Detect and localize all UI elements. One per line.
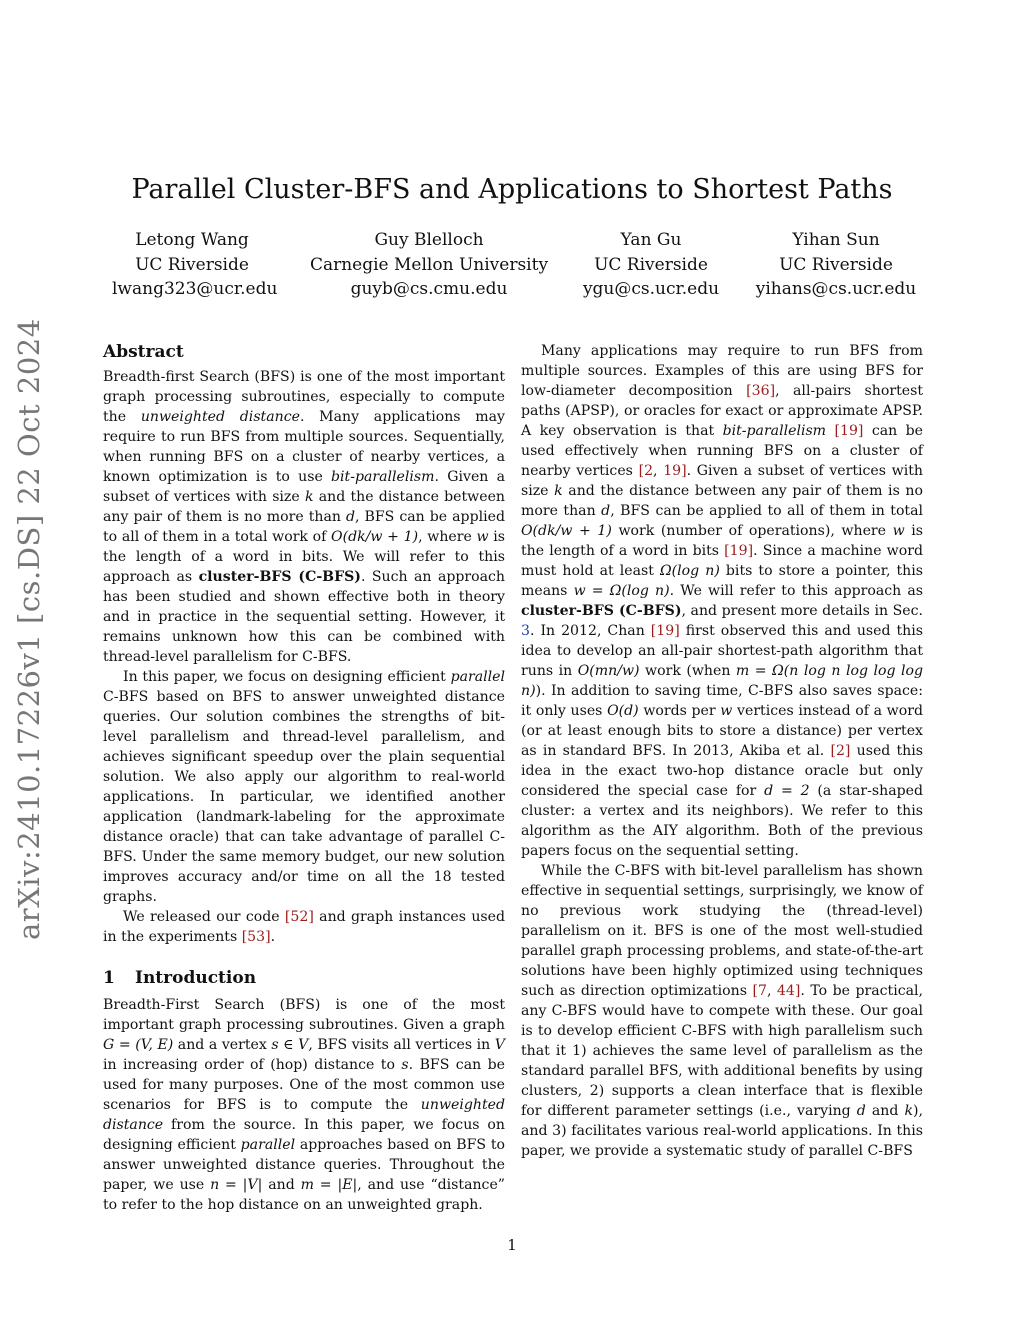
- citation-link[interactable]: 19]: [663, 463, 687, 479]
- author-affiliation: UC Riverside: [779, 254, 893, 275]
- abstract-paragraph: In this paper, we focus on designing efficient parallel C-BFS based on BFS to answer unweighted distance queries. Our solution combines the strengths of bit-level parallelism and thread-level parallelism, and achieves significant speedup over the plain sequential solution. We also apply our algorithm to real-world applications. In particular, we identified another application (landmark-labeling for the approximate distance oracle) that can take advantage of parallel C-BFS. Under the same memory budget, our new solution improves accuracy and/or time on all the 18 tested graphs.: [103, 669, 505, 905]
- abstract-paragraph: Breadth-first Search (BFS) is one of the most important graph processing subroutines, especially to compute the unweighted distance. Many applications may require to run BFS from multiple sources. Sequentially, when running BFS on a cluster of nearby vertices, a known optimization is to use bit-parallelism. Given a subset of vertices with size k and the distance between any pair of them is no more than d, BFS can be applied to all of them in a total work of O(dk/w + 1), where w is the length of a word in bits. We will refer to this approach as cluster-BFS (C-BFS). Such an approach has been studied and shown effective both in theory and in practice in the sequential setting. However, it remains unknown how this can be combined with thread-level parallelism for C-BFS.: [103, 369, 506, 665]
- citation-link[interactable]: [53]: [241, 929, 271, 945]
- author-name: Yihan Sun: [792, 230, 880, 250]
- author-block: [302, 228, 556, 302]
- author-email: ygu@cs.ucr.edu: [582, 279, 720, 299]
- page-number: 1: [507, 1236, 517, 1254]
- author-name: Yan Gu: [620, 230, 682, 250]
- author-email: guyb@cs.cmu.edu: [350, 279, 508, 299]
- citation-link[interactable]: [19]: [834, 423, 864, 439]
- abstract-paragraph: We released our code [52] and graph instances used in the experiments [53].: [103, 909, 505, 945]
- left-column: [103, 341, 505, 1215]
- body-paragraph: Many applications may require to run BFS from multiple sources. Examples of this are using BFS for low-diameter decomposition [36], all-pairs shortest paths (APSP), or oracles for exact or approximate APSP. A key observation is that bit-parallelism [19] can be used effectively when running BFS on a cluster of nearby vertices [2, 19]. Given a subset of vertices with size k and the distance between any pair of them is no more than d, BFS can be applied to all of them in total O(dk/w + 1) work (number of operations), where w is the length of a word in bits [19]. Since a machine word must hold at least Ω(log n) bits to store a pointer, this means w = Ω(log n). We will refer to this approach as cluster-BFS (C-BFS), and present more details in Sec. 3. In 2012, Chan [19] first observed this and used this idea to develop an all-pair shortest-path algorithm that runs in O(mn/w) work (when m = Ω(n log n log log log n)). In addition to saving time, C-BFS also saves space: it only uses O(d) words per w vertices instead of a word (or at least enough bits to store a distance) per vertex as in standard BFS. In 2013, Akiba et al. [2] used this idea in the exact two-hop distance oracle but only considered the special case for d = 2 (a star-shaped cluster: a vertex and its neighbors). We refer to this algorithm as the AIY algorithm. Both of the previous papers focus on the sequential setting.: [521, 343, 924, 859]
- citation-link[interactable]: [2: [638, 463, 654, 479]
- author-name: Guy Blelloch: [374, 230, 484, 250]
- author-affiliation: UC Riverside: [135, 254, 249, 275]
- author-name: Letong Wang: [135, 230, 249, 250]
- intro-paragraph: Breadth-First Search (BFS) is one of the most important graph processing subroutines. Given a graph G = (V, E) and a vertex s ∈ V, BFS visits all vertices in V in increasing order of (hop) distance to s. BFS can be used for many purposes. One of the most common use scenarios for BFS is to compute the unweighted distance from the source. In this paper, we focus on designing efficient parallel approaches based on BFS to answer unweighted distance queries. Throughout the paper, we use n = |V| and m = |E|, and use “distance” to refer to the hop distance on an unweighted graph.: [103, 997, 505, 1213]
- author-block: [748, 228, 924, 302]
- author-affiliation: UC Riverside: [594, 254, 708, 275]
- citation-link[interactable]: [19]: [724, 543, 754, 559]
- author-block: [574, 228, 728, 302]
- paper-title: Parallel Cluster-BFS and Applications to Shortest Paths: [131, 174, 893, 205]
- citation-link[interactable]: 44]: [776, 983, 801, 999]
- section-link[interactable]: 3: [521, 623, 530, 639]
- citation-link[interactable]: [2]: [830, 743, 851, 759]
- section-heading: 1 Introduction: [103, 968, 257, 988]
- body-paragraph: While the C-BFS with bit-level parallelism has shown effective in sequential settings, surprisingly, we know of no previous work studying the (thread-level) parallelism on it. BFS is one of the most well-studied parallel graph processing problems, and state-of-the-art solutions have been highly optimized using techniques such as direction optimizations [7, 44]. To be practical, any C-BFS would have to compete with these. Our goal is to develop efficient C-BFS with high parallelism such that it 1) achieves the same level of parallelism as the standard parallel BFS, with additional benefits by using clusters, 2) supports a clean interface that is flexible for different parameter settings (i.e., varying d and k), and 3) facilitates various real-world applications. In this paper, we provide a systematic study of parallel C-BFS: [521, 863, 923, 1159]
- citation-link[interactable]: [19]: [650, 623, 680, 639]
- right-column: [521, 341, 923, 1161]
- arxiv-identifier: arXiv:2410.17226v1 [cs.DS] 22 Oct 2024: [12, 318, 46, 940]
- author-email: yihans@cs.ucr.edu: [755, 279, 917, 299]
- citation-link[interactable]: [36]: [746, 383, 776, 399]
- author-email: lwang323@ucr.edu: [112, 279, 278, 299]
- citation-link[interactable]: [52]: [284, 909, 314, 925]
- abstract-heading: Abstract: [103, 342, 184, 362]
- citation-link[interactable]: [7: [752, 983, 767, 999]
- author-block: [112, 228, 278, 302]
- author-affiliation: Carnegie Mellon University: [309, 254, 549, 275]
